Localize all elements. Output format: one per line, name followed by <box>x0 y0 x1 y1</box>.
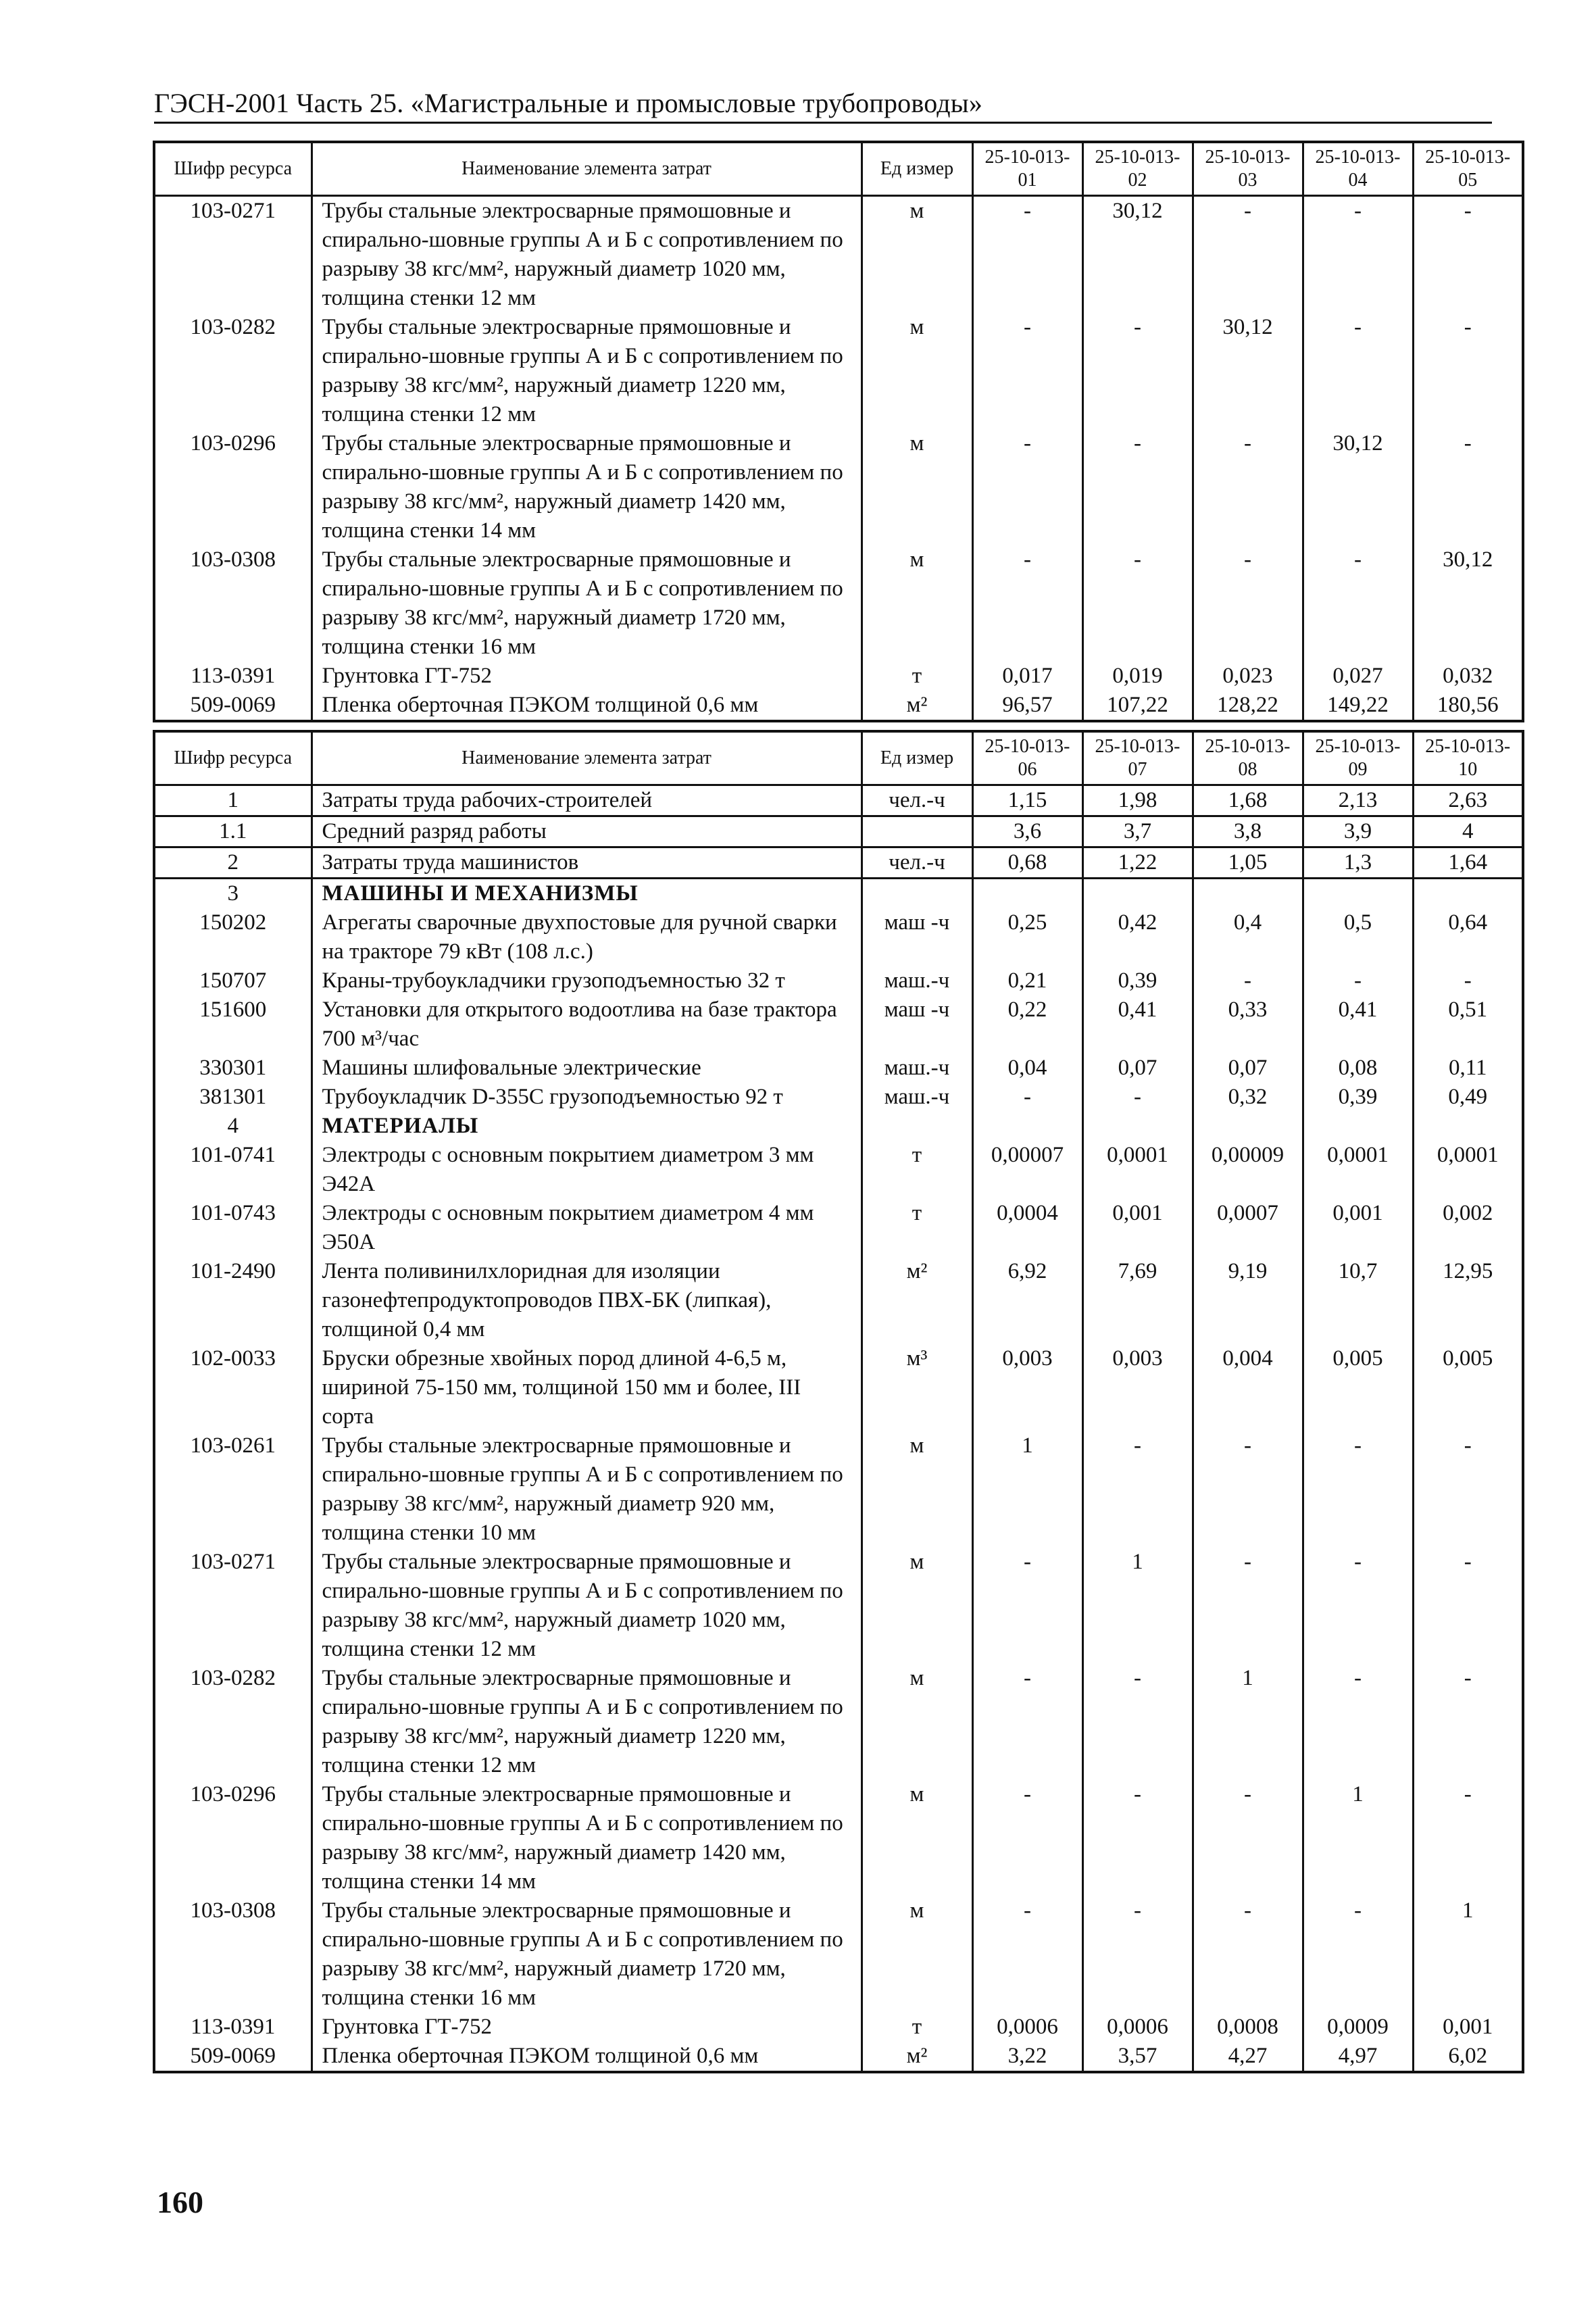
value-cell: - <box>1413 1780 1523 1896</box>
value-cell <box>1193 879 1303 909</box>
resource-name: Установки для открытого водоотлива на базе трактора 700 м³/час <box>311 995 862 1054</box>
value-cell: 0,4 <box>1193 908 1303 966</box>
unit-cell: т <box>862 2013 972 2042</box>
col-norm-header: 25-10-013-08 <box>1193 731 1303 785</box>
value-cell: - <box>1193 1431 1303 1548</box>
value-cell: - <box>972 313 1082 429</box>
resource-name: Бруски обрезные хвойных пород длиной 4-6,5 м, шириной 75-150 мм, толщиной 150 мм и более, III сорта <box>311 1344 862 1431</box>
col-unit-header: Ед измер <box>862 142 972 196</box>
value-cell: 1,15 <box>972 785 1082 816</box>
value-cell: 30,12 <box>1082 196 1193 314</box>
unit-cell: м <box>862 545 972 662</box>
unit-cell: м² <box>862 691 972 721</box>
value-cell: 4,97 <box>1303 2042 1413 2072</box>
value-cell <box>1413 879 1523 909</box>
table-row <box>154 995 1523 1054</box>
value-cell: 0,001 <box>1082 1199 1193 1257</box>
value-cell: 30,12 <box>1193 313 1303 429</box>
resource-name: Электроды с основным покрытием диаметром 3 мм Э42А <box>311 1141 862 1199</box>
value-cell: - <box>972 196 1082 314</box>
resource-name: Трубы стальные электросварные прямошовные и спирально-шовные группы А и Б с сопротивлением по разрыву 38 кгс/мм², наружный диаметр 1720 мм, толщина стенки 16 мм <box>311 1896 862 2013</box>
table-row <box>154 429 1523 545</box>
value-cell: 0,001 <box>1303 1199 1413 1257</box>
col-norm-header: 25-10-013-06 <box>972 731 1082 785</box>
table-row <box>154 1054 1523 1083</box>
resource-code: 101-0743 <box>154 1199 311 1257</box>
resource-name: Трубы стальные электросварные прямошовные и спирально-шовные группы А и Б с сопротивлением по разрыву 38 кгс/мм², наружный диаметр 1420 мм, толщина стенки 14 мм <box>311 1780 862 1896</box>
value-cell: 1,98 <box>1082 785 1193 816</box>
value-cell: 0,42 <box>1082 908 1193 966</box>
value-cell: 0,04 <box>972 1054 1082 1083</box>
value-cell: - <box>1303 966 1413 995</box>
resource-code: 103-0308 <box>154 545 311 662</box>
value-cell <box>972 1112 1082 1141</box>
value-cell: 0,003 <box>972 1344 1082 1431</box>
value-cell: 96,57 <box>972 691 1082 721</box>
resource-name: Трубы стальные электросварные прямошовные и спирально-шовные группы А и Б с сопротивлением по разрыву 38 кгс/мм², наружный диаметр 1020 мм, толщина стенки 12 мм <box>311 1548 862 1664</box>
unit-cell: м³ <box>862 1344 972 1431</box>
value-cell: - <box>1193 429 1303 545</box>
unit-cell: маш.-ч <box>862 1054 972 1083</box>
table-header-row <box>154 731 1523 785</box>
value-cell: 0,023 <box>1193 662 1303 691</box>
value-cell: - <box>1303 545 1413 662</box>
value-cell: - <box>1082 1896 1193 2013</box>
value-cell: 30,12 <box>1413 545 1523 662</box>
value-cell: 149,22 <box>1303 691 1413 721</box>
value-cell: 0,0006 <box>1082 2013 1193 2042</box>
resource-code: 102-0033 <box>154 1344 311 1431</box>
value-cell: 2,63 <box>1413 785 1523 816</box>
value-cell: - <box>1082 545 1193 662</box>
page-header <box>154 87 1492 124</box>
value-cell: 0,41 <box>1303 995 1413 1054</box>
resource-code: 1.1 <box>154 816 311 847</box>
value-cell: 3,57 <box>1082 2042 1193 2072</box>
value-cell: 0,005 <box>1413 1344 1523 1431</box>
value-cell: - <box>972 545 1082 662</box>
table-row <box>154 662 1523 691</box>
value-cell: 1,22 <box>1082 847 1193 879</box>
resource-code: 103-0296 <box>154 1780 311 1896</box>
table-row <box>154 1257 1523 1344</box>
value-cell: - <box>1193 966 1303 995</box>
value-cell: - <box>1082 429 1193 545</box>
value-cell: 1 <box>1193 1664 1303 1780</box>
unit-cell: т <box>862 662 972 691</box>
value-cell: 3,7 <box>1082 816 1193 847</box>
table-body <box>154 785 1523 2073</box>
value-cell: 107,22 <box>1082 691 1193 721</box>
table-row <box>154 2013 1523 2042</box>
unit-cell: маш.-ч <box>862 966 972 995</box>
value-cell: 2,13 <box>1303 785 1413 816</box>
col-norm-header: 25-10-013-01 <box>972 142 1082 196</box>
value-cell: 3,22 <box>972 2042 1082 2072</box>
value-cell: 1 <box>1303 1780 1413 1896</box>
value-cell: 1,64 <box>1413 847 1523 879</box>
table-row <box>154 1344 1523 1431</box>
resource-name: Краны-трубоукладчики грузоподъемностью 32 т <box>311 966 862 995</box>
table-row <box>154 847 1523 879</box>
col-norm-header: 25-10-013-02 <box>1082 142 1193 196</box>
value-cell: - <box>1303 196 1413 314</box>
value-cell: 0,33 <box>1193 995 1303 1054</box>
value-cell: - <box>1413 196 1523 314</box>
unit-cell: м <box>862 429 972 545</box>
unit-cell: м <box>862 313 972 429</box>
table-row <box>154 966 1523 995</box>
page-number: 160 <box>157 2185 203 2219</box>
resource-table-1 <box>153 141 1524 722</box>
resource-name: Трубы стальные электросварные прямошовные и спирально-шовные группы А и Б с сопротивлением по разрыву 38 кгс/мм², наружный диаметр 1720 мм, толщина стенки 16 мм <box>311 545 862 662</box>
resource-code: 3 <box>154 879 311 909</box>
value-cell: - <box>972 429 1082 545</box>
value-cell: 3,6 <box>972 816 1082 847</box>
value-cell: - <box>1082 313 1193 429</box>
table-row <box>154 1780 1523 1896</box>
value-cell <box>1082 1112 1193 1141</box>
col-norm-header: 25-10-013-09 <box>1303 731 1413 785</box>
value-cell: 1,05 <box>1193 847 1303 879</box>
resource-code: 4 <box>154 1112 311 1141</box>
value-cell: - <box>972 1780 1082 1896</box>
resource-code: 103-0261 <box>154 1431 311 1548</box>
value-cell: - <box>1413 429 1523 545</box>
unit-cell: м <box>862 1896 972 2013</box>
value-cell: - <box>1303 1548 1413 1664</box>
resource-code: 150202 <box>154 908 311 966</box>
resource-name: Трубоукладчик D-355С грузоподъемностью 92 т <box>311 1083 862 1112</box>
table-row <box>154 196 1523 314</box>
value-cell: 0,017 <box>972 662 1082 691</box>
value-cell: - <box>1303 1664 1413 1780</box>
value-cell <box>1193 1112 1303 1141</box>
resource-code: 101-0741 <box>154 1141 311 1199</box>
table-row <box>154 1199 1523 1257</box>
value-cell: 180,56 <box>1413 691 1523 721</box>
unit-cell: т <box>862 1141 972 1199</box>
value-cell: 0,22 <box>972 995 1082 1054</box>
value-cell: 0,64 <box>1413 908 1523 966</box>
resource-code: 101-2490 <box>154 1257 311 1344</box>
resource-name: Трубы стальные электросварные прямошовные и спирально-шовные группы А и Б с сопротивлением по разрыву 38 кгс/мм², наружный диаметр 1420 мм, толщина стенки 14 мм <box>311 429 862 545</box>
value-cell: 4 <box>1413 816 1523 847</box>
value-cell: 1,68 <box>1193 785 1303 816</box>
value-cell: 0,002 <box>1413 1199 1523 1257</box>
value-cell: 128,22 <box>1193 691 1303 721</box>
value-cell: 0,004 <box>1193 1344 1303 1431</box>
table-row <box>154 313 1523 429</box>
resource-code: 113-0391 <box>154 2013 311 2042</box>
unit-cell: маш.-ч <box>862 1083 972 1112</box>
resource-name: Трубы стальные электросварные прямошовные и спирально-шовные группы А и Б с сопротивлением по разрыву 38 кгс/мм², наружный диаметр 920 мм, толщина стенки 10 мм <box>311 1431 862 1548</box>
col-code-header: Шифр ресурса <box>154 142 311 196</box>
resource-name: Затраты труда машинистов <box>311 847 862 879</box>
value-cell: 0,0008 <box>1193 2013 1303 2042</box>
value-cell: - <box>1303 1896 1413 2013</box>
resource-code: 103-0271 <box>154 1548 311 1664</box>
resource-code: 103-0296 <box>154 429 311 545</box>
value-cell: - <box>1413 313 1523 429</box>
table-row <box>154 2042 1523 2072</box>
value-cell: 0,00009 <box>1193 1141 1303 1199</box>
resource-code: 330301 <box>154 1054 311 1083</box>
table-row <box>154 1431 1523 1548</box>
table-row <box>154 816 1523 847</box>
resource-code: 103-0282 <box>154 313 311 429</box>
value-cell: 0,00007 <box>972 1141 1082 1199</box>
table-header-row <box>154 142 1523 196</box>
value-cell: 0,08 <box>1303 1054 1413 1083</box>
unit-cell <box>862 879 972 909</box>
value-cell: 12,95 <box>1413 1257 1523 1344</box>
unit-cell: м <box>862 196 972 314</box>
value-cell: 1,3 <box>1303 847 1413 879</box>
value-cell: - <box>1193 1896 1303 2013</box>
unit-cell <box>862 816 972 847</box>
col-norm-header: 25-10-013-10 <box>1413 731 1523 785</box>
value-cell: - <box>1193 1780 1303 1896</box>
value-cell: 0,68 <box>972 847 1082 879</box>
value-cell: - <box>972 1664 1082 1780</box>
resource-code: 113-0391 <box>154 662 311 691</box>
value-cell: 0,07 <box>1193 1054 1303 1083</box>
resource-name: МАШИНЫ И МЕХАНИЗМЫ <box>311 879 862 909</box>
col-name-header: Наименование элемента затрат <box>311 731 862 785</box>
value-cell: - <box>1413 1548 1523 1664</box>
value-cell: 0,0001 <box>1413 1141 1523 1199</box>
table-row <box>154 1664 1523 1780</box>
value-cell: - <box>1303 313 1413 429</box>
table-row <box>154 1112 1523 1141</box>
resource-name: Трубы стальные электросварные прямошовные и спирально-шовные группы А и Б с сопротивлением по разрыву 38 кгс/мм², наружный диаметр 1220 мм, толщина стенки 12 мм <box>311 313 862 429</box>
table-row <box>154 691 1523 721</box>
value-cell: 0,41 <box>1082 995 1193 1054</box>
resource-code: 150707 <box>154 966 311 995</box>
resource-code: 103-0282 <box>154 1664 311 1780</box>
col-norm-header: 25-10-013-04 <box>1303 142 1413 196</box>
value-cell: 0,39 <box>1082 966 1193 995</box>
unit-cell: м <box>862 1431 972 1548</box>
value-cell: 10,7 <box>1303 1257 1413 1344</box>
value-cell: - <box>1193 1548 1303 1664</box>
resource-code: 2 <box>154 847 311 879</box>
resource-code: 509-0069 <box>154 2042 311 2072</box>
value-cell: 0,21 <box>972 966 1082 995</box>
value-cell: 6,02 <box>1413 2042 1523 2072</box>
value-cell: 1 <box>1082 1548 1193 1664</box>
resource-code: 1 <box>154 785 311 816</box>
unit-cell: чел.-ч <box>862 785 972 816</box>
value-cell <box>1413 1112 1523 1141</box>
value-cell: 6,92 <box>972 1257 1082 1344</box>
table-body <box>154 196 1523 722</box>
value-cell: - <box>972 1083 1082 1112</box>
value-cell: - <box>1082 1780 1193 1896</box>
table-row <box>154 1141 1523 1199</box>
resource-code: 381301 <box>154 1083 311 1112</box>
value-cell: 0,49 <box>1413 1083 1523 1112</box>
value-cell: - <box>1413 1664 1523 1780</box>
value-cell: - <box>1082 1431 1193 1548</box>
value-cell: 0,0006 <box>972 2013 1082 2042</box>
resource-name: Грунтовка ГТ-752 <box>311 2013 862 2042</box>
table-row <box>154 879 1523 909</box>
value-cell: - <box>1082 1083 1193 1112</box>
value-cell: 0,25 <box>972 908 1082 966</box>
resource-name: Пленка оберточная ПЭКОМ толщиной 0,6 мм <box>311 2042 862 2072</box>
table-row <box>154 1896 1523 2013</box>
value-cell: 0,32 <box>1193 1083 1303 1112</box>
value-cell: 0,019 <box>1082 662 1193 691</box>
value-cell: 1 <box>972 1431 1082 1548</box>
value-cell <box>1082 879 1193 909</box>
value-cell: 0,027 <box>1303 662 1413 691</box>
value-cell: - <box>972 1548 1082 1664</box>
resource-code: 103-0271 <box>154 196 311 314</box>
value-cell: 0,0001 <box>1303 1141 1413 1199</box>
value-cell: - <box>972 1896 1082 2013</box>
col-norm-header: 25-10-013-07 <box>1082 731 1193 785</box>
unit-cell: м <box>862 1664 972 1780</box>
value-cell: 0,0007 <box>1193 1199 1303 1257</box>
resource-code: 151600 <box>154 995 311 1054</box>
col-unit-header: Ед измер <box>862 731 972 785</box>
resource-name: Электроды с основным покрытием диаметром 4 мм Э50А <box>311 1199 862 1257</box>
resource-name: Лента поливинилхлоридная для изоляции газонефтепродуктопроводов ПВХ-БК (липкая), толщиной 0,4 мм <box>311 1257 862 1344</box>
resource-code: 509-0069 <box>154 691 311 721</box>
value-cell: - <box>1082 1664 1193 1780</box>
value-cell: - <box>1303 1431 1413 1548</box>
unit-cell: м <box>862 1548 972 1664</box>
table-row <box>154 1083 1523 1112</box>
table-row <box>154 1548 1523 1664</box>
value-cell: 0,0009 <box>1303 2013 1413 2042</box>
resource-name: Грунтовка ГТ-752 <box>311 662 862 691</box>
table-row <box>154 785 1523 816</box>
table-row <box>154 545 1523 662</box>
value-cell <box>972 879 1082 909</box>
value-cell: 0,39 <box>1303 1083 1413 1112</box>
value-cell: 0,001 <box>1413 2013 1523 2042</box>
unit-cell: маш -ч <box>862 995 972 1054</box>
value-cell: - <box>1193 196 1303 314</box>
unit-cell: чел.-ч <box>862 847 972 879</box>
value-cell <box>1303 1112 1413 1141</box>
col-norm-header: 25-10-013-03 <box>1193 142 1303 196</box>
value-cell: 1 <box>1413 1896 1523 2013</box>
resource-name: Пленка оберточная ПЭКОМ толщиной 0,6 мм <box>311 691 862 721</box>
value-cell: 0,5 <box>1303 908 1413 966</box>
value-cell: - <box>1413 966 1523 995</box>
unit-cell: м <box>862 1780 972 1896</box>
value-cell: 0,005 <box>1303 1344 1413 1431</box>
value-cell <box>1303 879 1413 909</box>
value-cell: - <box>1413 1431 1523 1548</box>
unit-cell: м² <box>862 2042 972 2072</box>
unit-cell: маш -ч <box>862 908 972 966</box>
value-cell: 0,003 <box>1082 1344 1193 1431</box>
value-cell: 0,11 <box>1413 1054 1523 1083</box>
col-code-header: Шифр ресурса <box>154 731 311 785</box>
value-cell: 3,9 <box>1303 816 1413 847</box>
col-name-header: Наименование элемента затрат <box>311 142 862 196</box>
value-cell: 0,032 <box>1413 662 1523 691</box>
value-cell: 30,12 <box>1303 429 1413 545</box>
value-cell: 4,27 <box>1193 2042 1303 2072</box>
value-cell: 3,8 <box>1193 816 1303 847</box>
resource-name: Агрегаты сварочные двухпостовые для ручной сварки на тракторе 79 кВт (108 л.с.) <box>311 908 862 966</box>
value-cell: 7,69 <box>1082 1257 1193 1344</box>
value-cell: 0,0004 <box>972 1199 1082 1257</box>
resource-name: Трубы стальные электросварные прямошовные и спирально-шовные группы А и Б с сопротивлением по разрыву 38 кгс/мм², наружный диаметр 1020 мм, толщина стенки 12 мм <box>311 196 862 314</box>
value-cell: 0,07 <box>1082 1054 1193 1083</box>
unit-cell: м² <box>862 1257 972 1344</box>
unit-cell: т <box>862 1199 972 1257</box>
value-cell: 0,0001 <box>1082 1141 1193 1199</box>
value-cell: - <box>1193 545 1303 662</box>
resource-table-2 <box>153 730 1524 2073</box>
resource-name: МАТЕРИАЛЫ <box>311 1112 862 1141</box>
value-cell: 9,19 <box>1193 1257 1303 1344</box>
document-title: ГЭСН-2001 Часть 25. «Магистральные и промысловые трубопроводы» <box>154 88 983 118</box>
resource-name: Средний разряд работы <box>311 816 862 847</box>
resource-code: 103-0308 <box>154 1896 311 2013</box>
resource-name: Трубы стальные электросварные прямошовные и спирально-шовные группы А и Б с сопротивлением по разрыву 38 кгс/мм², наружный диаметр 1220 мм, толщина стенки 12 мм <box>311 1664 862 1780</box>
unit-cell <box>862 1112 972 1141</box>
resource-name: Затраты труда рабочих-строителей <box>311 785 862 816</box>
table-row <box>154 908 1523 966</box>
resource-name: Машины шлифовальные электрические <box>311 1054 862 1083</box>
col-norm-header: 25-10-013-05 <box>1413 142 1523 196</box>
value-cell: 0,51 <box>1413 995 1523 1054</box>
